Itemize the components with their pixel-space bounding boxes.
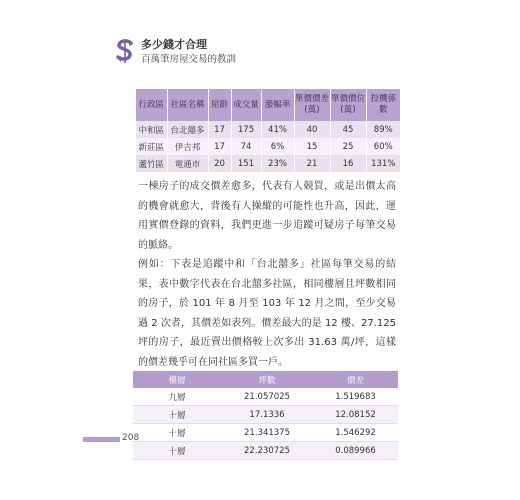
table-cell: 17.1336 [221,406,313,424]
table-cell: 15 [294,138,330,155]
price-difference-table [133,371,398,460]
table-cell: 1.519683 [313,388,398,406]
table-cell: 40 [294,121,330,138]
table-header-cell: 樓層 [133,371,221,388]
chapter-subtitle: 百萬筆房屋交易的教訓 [141,54,237,65]
table-cell: 17 [208,121,231,138]
table-cell: 台北囍多 [167,121,208,138]
table-cell: 中和區 [136,121,167,138]
community-stats-table [136,89,400,172]
table-cell: 22.230725 [221,442,313,460]
table-header-row [133,371,398,388]
table-header-cell: 社區名稱 [167,89,208,121]
page-number-bar [83,437,120,442]
table-header-cell: 屋齡 [208,89,231,121]
table-row [133,424,398,442]
table-cell: 60% [366,138,400,155]
table-cell: 74 [231,138,261,155]
table-cell: 十層 [133,424,221,442]
table-cell: 17 [208,138,231,155]
table-header-row [136,89,400,121]
table-cell: 20 [208,155,231,172]
table-header-cell: 行政區 [136,89,167,121]
page-number: 208 [122,433,140,443]
table-cell: 6% [261,138,294,155]
table-header-cell: 單價價差(萬) [294,89,330,121]
table-cell: 175 [231,121,261,138]
table-row [136,121,400,138]
table-cell: 九層 [133,388,221,406]
table-cell: 25 [330,138,366,155]
table-cell: 十層 [133,406,221,424]
table-cell: 23% [261,155,294,172]
chapter-title: 多少錢才合理 [141,38,207,51]
table-cell: 電通市 [167,155,208,172]
table-cell: 21.057025 [221,388,313,406]
table-cell: 41% [261,121,294,138]
table-cell: 45 [330,121,366,138]
dollar-swap-logo [114,38,136,64]
table-row [133,442,398,460]
table-cell: 89% [366,121,400,138]
table-row [133,406,398,424]
table-cell: 蘆竹區 [136,155,167,172]
table-cell: 伊吉邦 [167,138,208,155]
table-row [136,155,400,172]
table-cell: 21 [294,155,330,172]
table-header-cell: 單價價位(萬) [330,89,366,121]
table-cell: 21.341375 [221,424,313,442]
table-header-cell: 成交量 [231,89,261,121]
table-header-cell: 投機係數 [366,89,400,121]
body-paragraph: 例如：下表是追蹤中和「台北囍多」社區每筆交易的結果，表中數字代表在台北囍多社區，相同樓層且坪數相同的房子，於 101 年 8 月至 103 年 12 月之間，至少交易過 2 次者，其價差如表列。價差最大的是 12 樓、27.125 坪的房子，最近賣出價格較上次多出 31.63 萬/坪，這樣的價差幾乎可在同社區多買一戶。 [138,259,396,368]
table-cell: 十層 [133,442,221,460]
table-cell: 新莊區 [136,138,167,155]
body-paragraph: 一棟房子的成交價差愈多，代表有人競買，或是出價太高的機會就愈大，背後有人操縱的可能性也升高，因此，運用實價登錄的資料，我們更進一步追蹤可疑房子每筆交易的脈絡。 [138,181,396,251]
table-cell: 16 [330,155,366,172]
table-row [136,138,400,155]
table-cell: 1.546292 [313,424,398,442]
table-header-cell: 價差 [313,371,398,388]
table-row [133,388,398,406]
table-cell: 12.08152 [313,406,398,424]
table-header-cell: 漲幅率 [261,89,294,121]
table-cell: 0.089966 [313,442,398,460]
table-cell: 131% [366,155,400,172]
table-cell: 151 [231,155,261,172]
table-header-cell: 坪數 [221,371,313,388]
